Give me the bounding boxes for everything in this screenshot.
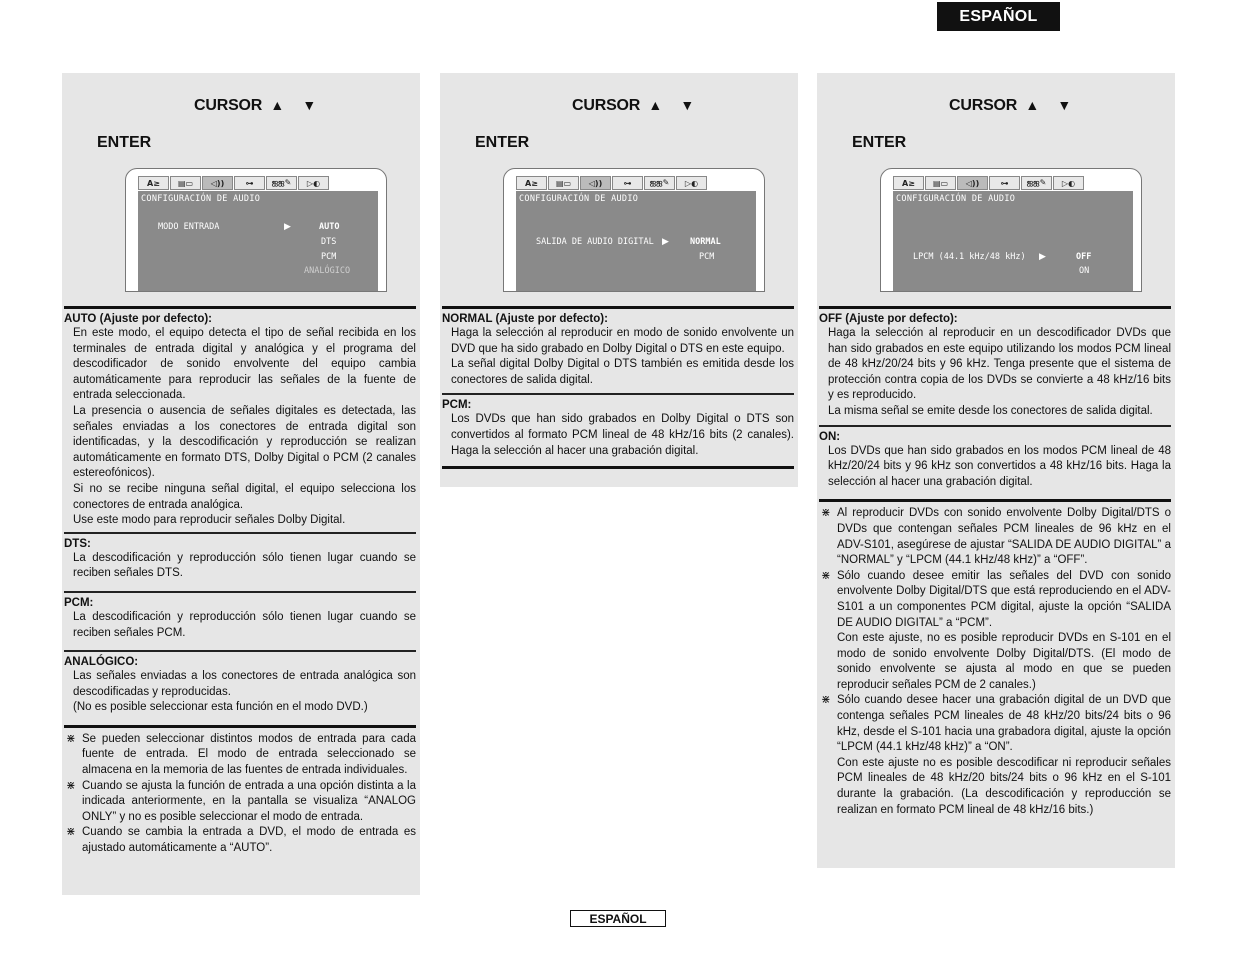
osd-screen [125, 168, 387, 292]
note-item: ⋇ Sólo cuando desee hacer una grabación digital de un DVD que contenga señales PCM lineales de 48 kHz/20 bits/24 bits o 96 kHz, desde el S-101 hacia una grabadora digital, ajuste la opción “LPCM (44.1 kHz/48 kHz)” a “ON”. [819, 693, 1171, 755]
paragraph: Las señales enviadas a los conectores de entrada analógica son descodificadas y reproducidas. [73, 670, 416, 698]
notes [64, 725, 416, 857]
osd-label: MODO ENTRADA [158, 222, 220, 232]
osd-title: CONFIGURACIÓN DE AUDIO [896, 194, 1016, 204]
note-continuation: Con este ajuste no es posible descodificar ni reproducir señales PCM lineales de 48 kHz/20 bits/24 bits o 96 kHz en el S-101 durante la grabación. (La descodificación y reproducción se realizan en formato PCM lineal de 48 kHz/16 bits.) [837, 756, 1171, 816]
paragraph: Los DVDs que han sido grabados en Dolby Digital o DTS son convertidos al formato PCM lineal de 48 kHz/16 bits (2 canales). Haga la selección al hacer una grabación digital. [451, 413, 794, 457]
osd-panel [516, 191, 756, 291]
section-on [819, 425, 1171, 494]
cursor-label: CURSOR [572, 97, 641, 114]
osd-icon-bar [516, 176, 707, 190]
paragraph: Si no se recibe ninguna señal digital, el equipo selecciona los conectores de entrada analógica. [73, 482, 416, 511]
note-mark-icon: ⋇ [66, 732, 76, 745]
column-text [442, 306, 794, 469]
osd-title: CONFIGURACIÓN DE AUDIO [519, 194, 639, 204]
audio-icon: ◁)) [957, 176, 988, 190]
footer-language-label: ESPAÑOL [570, 910, 666, 927]
osd-screen [880, 168, 1142, 292]
osd-option: DTS [321, 237, 337, 247]
speaker-setup-icon: ஐஐ✎ [644, 176, 675, 190]
note-mark-icon: ⋇ [821, 507, 831, 520]
paragraph: La misma señal se emite desde los conectores de salida digital. [828, 404, 1153, 417]
notes [819, 499, 1171, 818]
selector-triangle-icon: ▶ [662, 236, 669, 246]
playback-icon: ▷◐ [298, 176, 329, 190]
cursor-instruction [949, 97, 1071, 115]
section-heading: OFF (Ajuste por defecto): [819, 313, 958, 325]
section-pcm [442, 393, 794, 462]
column-text [64, 306, 416, 857]
playback-icon: ▷◐ [1053, 176, 1084, 190]
section-dts [64, 532, 416, 585]
osd-label: LPCM (44.1 kHz/48 kHz) [913, 252, 1026, 262]
down-arrow-icon: ▼ [1057, 97, 1071, 113]
up-arrow-icon: ▲ [648, 97, 663, 113]
note-mark-icon: ⋇ [66, 826, 76, 839]
note-mark-icon: ⋇ [66, 779, 76, 792]
display-icon: ▤▭ [170, 176, 201, 190]
osd-option: ANALÓGICO [304, 266, 351, 276]
osd-icon-bar [893, 176, 1084, 190]
osd-option: ON [1079, 266, 1090, 276]
note-item: ⋇ Al reproducir DVDs con sonido envolvente Dolby Digital/DTS o DVDs que contengan señales PCM lineales de 96 kHz en el ADV-S101, asegúrese de ajustar “SALIDA DE AUDIO DIGITAL” a “NORMAL” y “LPCM (44.1 kHz/48 kHz)” a “OFF”. [819, 506, 1171, 568]
cursor-label: CURSOR [194, 97, 263, 114]
note-item: ⋇ Cuando se ajusta la función de entrada a una opción distinta a la indicada anteriormente, en la pantalla se visualiza “ANALOG ONLY” y no es posible seleccionar el modo de entrada. [64, 779, 416, 826]
key-icon: ⊶ [234, 176, 265, 190]
selector-triangle-icon: ▶ [1039, 251, 1046, 261]
paragraph: Haga la selección al reproducir en modo de sonido envolvente un DVD que ha sido grabado en Dolby Digital o DTS en este equipo. [451, 327, 794, 355]
note-item: ⋇ Sólo cuando desee emitir las señales del DVD con sonido envolvente Dolby Digital/DTS que está reproduciendo en el ADV-S101 a un componentes PCM digital, ajuste la opción “SALIDA DE AUDIO DIGITAL” a “PCM”. [819, 569, 1171, 631]
column-input-mode [62, 73, 420, 895]
section-off [819, 306, 1171, 423]
paragraph: La descodificación y reproducción sólo tienen lugar cuando se reciben señales PCM. [73, 610, 416, 639]
osd-option: PCM [321, 252, 337, 262]
osd-option: PCM [699, 252, 715, 262]
section-analog [64, 650, 416, 719]
osd-icon-bar [138, 176, 329, 190]
section-heading: ON: [819, 430, 841, 443]
language-tab: ESPAÑOL [937, 2, 1060, 31]
paragraph: Los DVDs que han sido grabados en los modos PCM lineal de 48 kHz/20/24 bits y 96 kHz son convertidos a 48 kHz/16 bits. Haga la selección al hacer una grabación digital. [828, 444, 1171, 488]
down-arrow-icon: ▼ [302, 97, 316, 113]
down-arrow-icon: ▼ [680, 97, 694, 113]
cursor-instruction [194, 97, 316, 115]
display-icon: ▤▭ [548, 176, 579, 190]
paragraph: Haga la selección al reproducir en un descodificador DVDs que han sido grabados en este equipo utilizando los modos PCM lineal de 48 kHz/20/24 bits y 96 kHz. Tenga presente que el sistema de protección contra copia de los DVDs se convierte a 48 kHz/16 bits y es reproducido. [828, 327, 1171, 402]
section-heading: ANALÓGICO: [64, 656, 139, 669]
audio-icon: ◁)) [580, 176, 611, 190]
paragraph: (No es posible seleccionar esta función en el modo DVD.) [73, 701, 368, 714]
up-arrow-icon: ▲ [270, 97, 285, 113]
language-icon: A≥ [893, 176, 924, 190]
paragraph: La presencia o ausencia de señales digitales es detectada, las señales enviadas a los conectores de entrada digital son identificadas, y la descodificación y reproducción se realizan automáticamente en formato DTS, Dolby Digital o PCM (2 canales estereofónicos). [73, 404, 416, 480]
osd-label: SALIDA DE AUDIO DIGITAL [536, 237, 654, 247]
column-text [819, 306, 1171, 818]
note-item: ⋇ Se pueden seleccionar distintos modos de entrada para cada fuente de entrada. El modo de entrada seleccionado se almacena en la memoria de las fuentes de entrada individuales. [64, 732, 416, 779]
osd-screen [503, 168, 765, 292]
paragraph: La descodificación y reproducción sólo tienen lugar cuando se reciben señales DTS. [73, 551, 416, 580]
key-icon: ⊶ [989, 176, 1020, 190]
playback-icon: ▷◐ [676, 176, 707, 190]
paragraph: La señal digital Dolby Digital o DTS también es emitida desde los conectores de salida digital. [451, 358, 794, 386]
note-mark-icon: ⋇ [821, 694, 831, 707]
section-heading: AUTO (Ajuste por defecto): [64, 313, 213, 325]
osd-option: AUTO [319, 222, 340, 232]
osd-option: NORMAL [690, 237, 721, 247]
column-lpcm [817, 73, 1175, 868]
cursor-label: CURSOR [949, 97, 1018, 114]
paragraph: Use este modo para reproducir señales Dolby Digital. [73, 514, 346, 527]
note-mark-icon: ⋇ [821, 569, 831, 582]
cursor-instruction [572, 97, 694, 115]
display-icon: ▤▭ [925, 176, 956, 190]
up-arrow-icon: ▲ [1025, 97, 1040, 113]
speaker-setup-icon: ஐஐ✎ [1021, 176, 1052, 190]
key-icon: ⊶ [612, 176, 643, 190]
osd-panel [138, 191, 378, 291]
end-rule [442, 466, 794, 469]
section-heading: PCM: [442, 399, 472, 412]
language-icon: A≥ [516, 176, 547, 190]
enter-instruction: ENTER [475, 134, 530, 151]
osd-panel [893, 191, 1133, 291]
section-normal [442, 306, 794, 391]
selector-triangle-icon: ▶ [284, 221, 291, 231]
paragraph: En este modo, el equipo detecta el tipo de señal recibida en los terminales de entrada digital y analógica y el programa del descodificador de sonido envolvente del equipo cambia automáticamente para reproducir las señales de la fuente de entrada seleccionada. [73, 327, 416, 402]
note-item: ⋇ Cuando se cambia la entrada a DVD, el modo de entrada es ajustado automáticamente a “AUTO”. [64, 825, 416, 856]
section-heading: PCM: [64, 596, 94, 609]
section-pcm [64, 591, 416, 644]
section-heading: DTS: [64, 537, 91, 550]
enter-instruction: ENTER [97, 134, 152, 151]
enter-instruction: ENTER [852, 134, 907, 151]
section-auto [64, 306, 416, 532]
section-heading: NORMAL (Ajuste por defecto): [442, 313, 608, 325]
osd-title: CONFIGURACIÓN DE AUDIO [141, 194, 261, 204]
language-icon: A≥ [138, 176, 169, 190]
column-digital-output [440, 73, 798, 487]
note-continuation: Con este ajuste, no es posible reproducir DVDs en S-101 en el modo de sonido envolvente Dolby Digital/DTS. (El modo de sonido envolvente se ajusta al modo en que se pueden reproducir señales PCM de 2 canales.) [837, 632, 1171, 691]
osd-option: OFF [1076, 252, 1092, 262]
audio-icon: ◁)) [202, 176, 233, 190]
speaker-setup-icon: ஐஐ✎ [266, 176, 297, 190]
